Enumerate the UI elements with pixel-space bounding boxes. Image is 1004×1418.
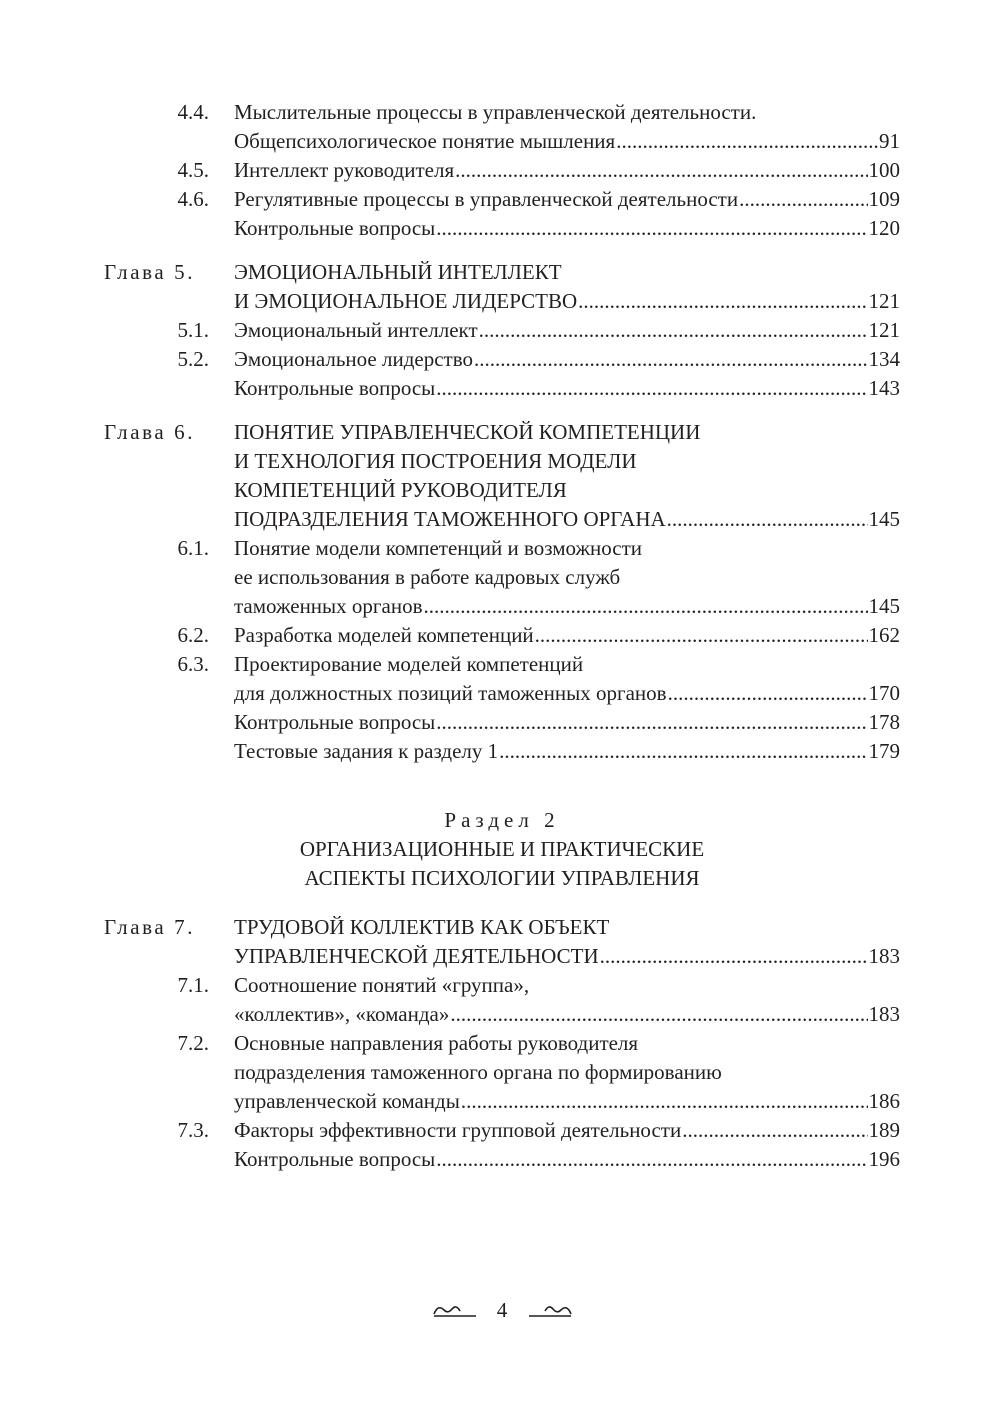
dot-leader: [436, 708, 867, 737]
page-footer: [0, 1294, 1004, 1325]
section-title-line: АСПЕКТЫ ПСИХОЛОГИИ УПРАВЛЕНИЯ: [304, 866, 700, 890]
page-number: 145: [868, 594, 900, 618]
page-number: 189: [868, 1118, 900, 1142]
entry-number: 7.2.: [177, 1031, 209, 1055]
page-number-footer: 4: [496, 1297, 508, 1322]
toc-entry: [0, 1116, 1004, 1145]
toc-entry: [0, 214, 1004, 243]
dot-leader: [739, 185, 867, 214]
entry-number: 4.5.: [177, 158, 209, 182]
dot-leader: [479, 316, 868, 345]
page-number: 100: [868, 158, 900, 182]
dot-leader: [578, 287, 867, 316]
page-number: 196: [868, 1147, 900, 1171]
entry-title-line: ее использования в работе кадровых служб: [234, 565, 621, 589]
chapter-entry: [0, 258, 1004, 316]
page-number: 143: [868, 376, 900, 400]
right-flourish-icon: [527, 1302, 573, 1318]
dot-leader: [616, 127, 878, 156]
dot-leader: [600, 942, 868, 971]
entry-title-line: Интеллект руководителя: [234, 158, 455, 182]
toc-entry: [0, 650, 1004, 708]
page-number: 179: [868, 739, 900, 763]
page-number: 134: [868, 347, 900, 371]
entry-title-line: Мыслительные процессы в управленческой деятельности.: [234, 100, 757, 124]
entry-number: 7.3.: [177, 1118, 209, 1142]
dot-leader: [436, 214, 867, 243]
chapter-title-line: ТРУДОВОЙ КОЛЛЕКТИВ КАК ОБЪЕКТ: [234, 915, 610, 939]
dot-leader: [424, 592, 868, 621]
entry-title-line: Общепсихологическое понятие мышления: [234, 129, 616, 153]
dot-leader: [474, 345, 868, 374]
chapter-number: Глава 7.: [104, 915, 196, 939]
entry-number: 7.1.: [177, 973, 209, 997]
entry-number: 5.1.: [177, 318, 209, 342]
entry-title-line: Эмоциональный интеллект: [234, 318, 478, 342]
dot-leader: [499, 737, 867, 766]
chapter-entry: [0, 418, 1004, 534]
page-number: 183: [868, 1002, 900, 1026]
dot-leader: [682, 1116, 867, 1145]
chapter-title-line: КОМПЕТЕНЦИЙ РУКОВОДИТЕЛЯ: [234, 478, 567, 502]
toc-entry: [0, 621, 1004, 650]
page-number: 120: [868, 216, 900, 240]
entry-title-line: управленческой команды: [234, 1089, 460, 1113]
chapter-title-line: ЭМОЦИОНАЛЬНЫЙ ИНТЕЛЛЕКТ: [234, 260, 562, 284]
entry-title-line: Соотношение понятий «группа»,: [234, 973, 530, 997]
entry-title-line: Контрольные вопросы: [234, 376, 436, 400]
dot-leader: [668, 679, 868, 708]
entry-title-line: Тестовые задания к разделу 1: [234, 739, 499, 763]
dot-leader: [461, 1087, 868, 1116]
left-flourish-icon: [432, 1302, 478, 1318]
entry-title-line: Разработка моделей компетенций: [234, 623, 534, 647]
dot-leader: [436, 1145, 867, 1174]
entry-number: 4.4.: [177, 100, 209, 124]
entry-number: 6.2.: [177, 623, 209, 647]
toc-entry: [0, 156, 1004, 185]
chapter-number: Глава 5.: [104, 260, 196, 284]
chapter-title-line: ПОНЯТИЕ УПРАВЛЕНЧЕСКОЙ КОМПЕТЕНЦИИ: [234, 420, 701, 444]
toc-entry: [0, 534, 1004, 621]
page-number: 162: [868, 623, 900, 647]
page-number: 109: [868, 187, 900, 211]
chapter-entry: [0, 913, 1004, 971]
entry-number: 5.2.: [177, 347, 209, 371]
section-label: Раздел 2: [444, 808, 560, 832]
page-number: 170: [868, 681, 900, 705]
dot-leader: [436, 374, 867, 403]
entry-title-line: Факторы эффективности групповой деятельности: [234, 1118, 682, 1142]
entry-title-line: «коллектив», «команда»: [234, 1002, 450, 1026]
entry-title-line: Понятие модели компетенций и возможности: [234, 536, 643, 560]
toc-entry: [0, 345, 1004, 374]
dot-leader: [535, 621, 868, 650]
dot-leader: [450, 1000, 867, 1029]
chapter-number: Глава 6.: [104, 420, 196, 444]
page-number: 121: [868, 318, 900, 342]
entry-title-line: таможенных органов: [234, 594, 423, 618]
entry-title-line: Регулятивные процессы в управленческой деятельности: [234, 187, 739, 211]
entry-title-line: подразделения таможенного органа по формированию: [234, 1060, 722, 1084]
entry-title-line: для должностных позиций таможенных органов: [234, 681, 667, 705]
entry-number: 6.3.: [177, 652, 209, 676]
table-of-contents: [0, 98, 1004, 1174]
toc-entry: [0, 1029, 1004, 1116]
toc-entry: [0, 971, 1004, 1029]
entry-title-line: Проектирование моделей компетенций: [234, 652, 584, 676]
page-number: 91: [879, 129, 900, 153]
dot-leader: [455, 156, 867, 185]
page-number: 186: [868, 1089, 900, 1113]
page-number: 145: [868, 507, 900, 531]
chapter-title-line: ПОДРАЗДЕЛЕНИЯ ТАМОЖЕННОГО ОРГАНА: [234, 507, 666, 531]
toc-entry: [0, 737, 1004, 766]
toc-entry: [0, 98, 1004, 156]
chapter-title-line: И ЭМОЦИОНАЛЬНОЕ ЛИДЕРСТВО: [234, 289, 578, 313]
toc-entry: [0, 1145, 1004, 1174]
entry-number: 6.1.: [177, 536, 209, 560]
section-heading: [0, 806, 1004, 893]
page-number: 121: [868, 289, 900, 313]
section-title-line: ОРГАНИЗАЦИОННЫЕ И ПРАКТИЧЕСКИЕ: [299, 837, 705, 861]
toc-entry: [0, 316, 1004, 345]
page-number: 183: [868, 944, 900, 968]
toc-entry: [0, 708, 1004, 737]
entry-title-line: Контрольные вопросы: [234, 710, 436, 734]
entry-number: 4.6.: [177, 187, 209, 211]
chapter-title-line: УПРАВЛЕНЧЕСКОЙ ДЕЯТЕЛЬНОСТИ: [234, 944, 599, 968]
chapter-title-line: И ТЕХНОЛОГИЯ ПОСТРОЕНИЯ МОДЕЛИ: [234, 449, 637, 473]
entry-title-line: Контрольные вопросы: [234, 1147, 436, 1171]
page-number: 178: [868, 710, 900, 734]
entry-title-line: Основные направления работы руководителя: [234, 1031, 639, 1055]
entry-title-line: Контрольные вопросы: [234, 216, 436, 240]
toc-entry: [0, 374, 1004, 403]
entry-title-line: Эмоциональное лидерство: [234, 347, 473, 371]
dot-leader: [667, 505, 868, 534]
toc-entry: [0, 185, 1004, 214]
